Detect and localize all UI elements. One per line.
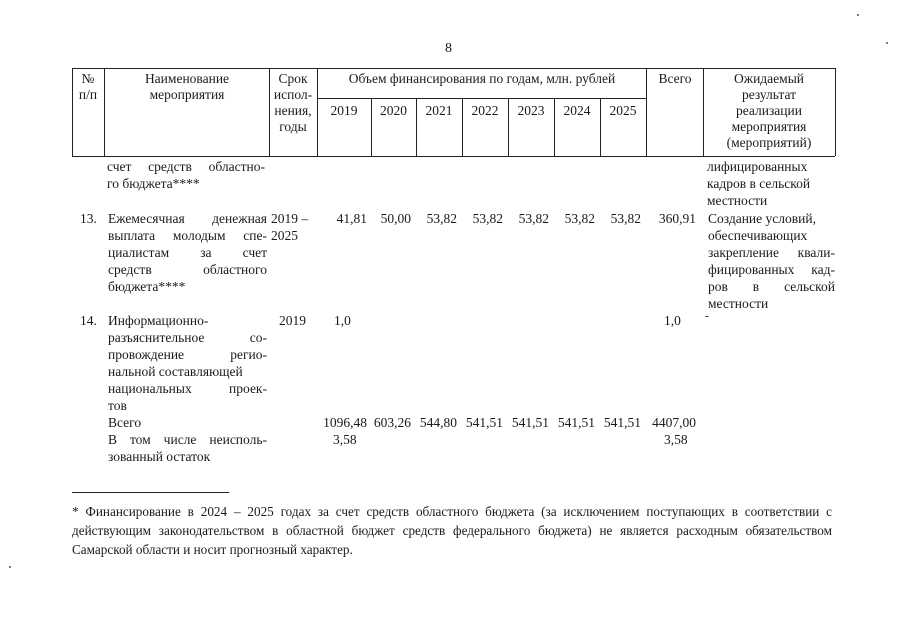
row-value: 53,82 bbox=[610, 211, 641, 226]
header-funding: Объем финансирования по годам, млн. рублей bbox=[348, 71, 616, 86]
header-year: 2020 bbox=[380, 103, 407, 118]
row-value: 53,82 bbox=[472, 211, 503, 226]
header-year: 2021 bbox=[425, 103, 453, 118]
row-term: 2019 bbox=[279, 313, 306, 328]
row-total: 1,0 bbox=[664, 313, 681, 328]
totals-value: 603,26 bbox=[373, 415, 411, 430]
row-result: Создание условий, обеспечивающих закрепление квали- фицированных кад- ров в сельской местности bbox=[708, 211, 835, 311]
totals-value: 1096,48 bbox=[323, 415, 367, 430]
row-value: 53,82 bbox=[426, 211, 457, 226]
scan-speck bbox=[886, 42, 888, 44]
header-year: 2023 bbox=[517, 103, 545, 118]
totals-value: 541,51 bbox=[465, 415, 503, 430]
row-value: 50,00 bbox=[380, 211, 411, 226]
scan-speck bbox=[857, 14, 859, 16]
header-year: 2024 bbox=[563, 103, 591, 118]
header-year: 2022 bbox=[471, 103, 499, 118]
header-year: 2025 bbox=[609, 103, 637, 118]
row-number: 14. bbox=[80, 313, 97, 328]
unused-value: 3,58 bbox=[333, 432, 357, 447]
totals-total: 4407,00 bbox=[652, 415, 696, 430]
row-value: 1,0 bbox=[334, 313, 351, 328]
page-number: 8 bbox=[445, 41, 452, 56]
row-value: 53,82 bbox=[564, 211, 595, 226]
scan-speck bbox=[705, 316, 709, 317]
continuation-result: лифицированных кадров в сельской местности bbox=[707, 159, 811, 208]
header-name: Наименование мероприятия bbox=[144, 71, 230, 102]
row-value: 53,82 bbox=[518, 211, 549, 226]
header-year: 2019 bbox=[330, 103, 358, 118]
totals-value: 544,80 bbox=[419, 415, 457, 430]
totals-value: 541,51 bbox=[557, 415, 595, 430]
footnote-rule bbox=[72, 492, 229, 493]
row-term: 2019 – 2025 bbox=[271, 211, 309, 243]
row-value: 41,81 bbox=[336, 211, 367, 226]
header-total: Всего bbox=[658, 71, 692, 86]
footnote-text: * Финансирование в 2024 – 2025 годах за счет средств областного бюджета (за исключением поступающих в соответствии с действующим законодательством в областной бюджет средств федерального бюджета) не является расходным обязательством Самарской области и носит прогнозный характер. bbox=[72, 504, 832, 557]
scan-speck bbox=[9, 566, 11, 568]
row-total: 360,91 bbox=[658, 211, 696, 226]
header-term: Срок испол-нения, годы bbox=[273, 71, 313, 134]
totals-label: Всего bbox=[108, 415, 142, 430]
header-result: Ожидаемый результат реализации мероприятия (мероприятий) bbox=[726, 71, 812, 150]
row-name: Ежемесячная денежная выплата молодым спе- циалистам за счет средств областного бюджета**** bbox=[108, 211, 267, 294]
totals-value: 541,51 bbox=[511, 415, 549, 430]
unused-label: В том числе неисполь- зованный остаток bbox=[108, 432, 267, 464]
unused-total: 3,58 bbox=[664, 432, 688, 447]
header-num: № п/п bbox=[78, 71, 98, 102]
row-name: Информационно- разъяснительное со- провождение регио- нальной составляющей национальных проек- тов bbox=[108, 313, 267, 413]
totals-value: 541,51 bbox=[603, 415, 641, 430]
continuation-name: счет средств областно- го бюджета**** bbox=[107, 159, 265, 191]
row-number: 13. bbox=[80, 211, 97, 226]
